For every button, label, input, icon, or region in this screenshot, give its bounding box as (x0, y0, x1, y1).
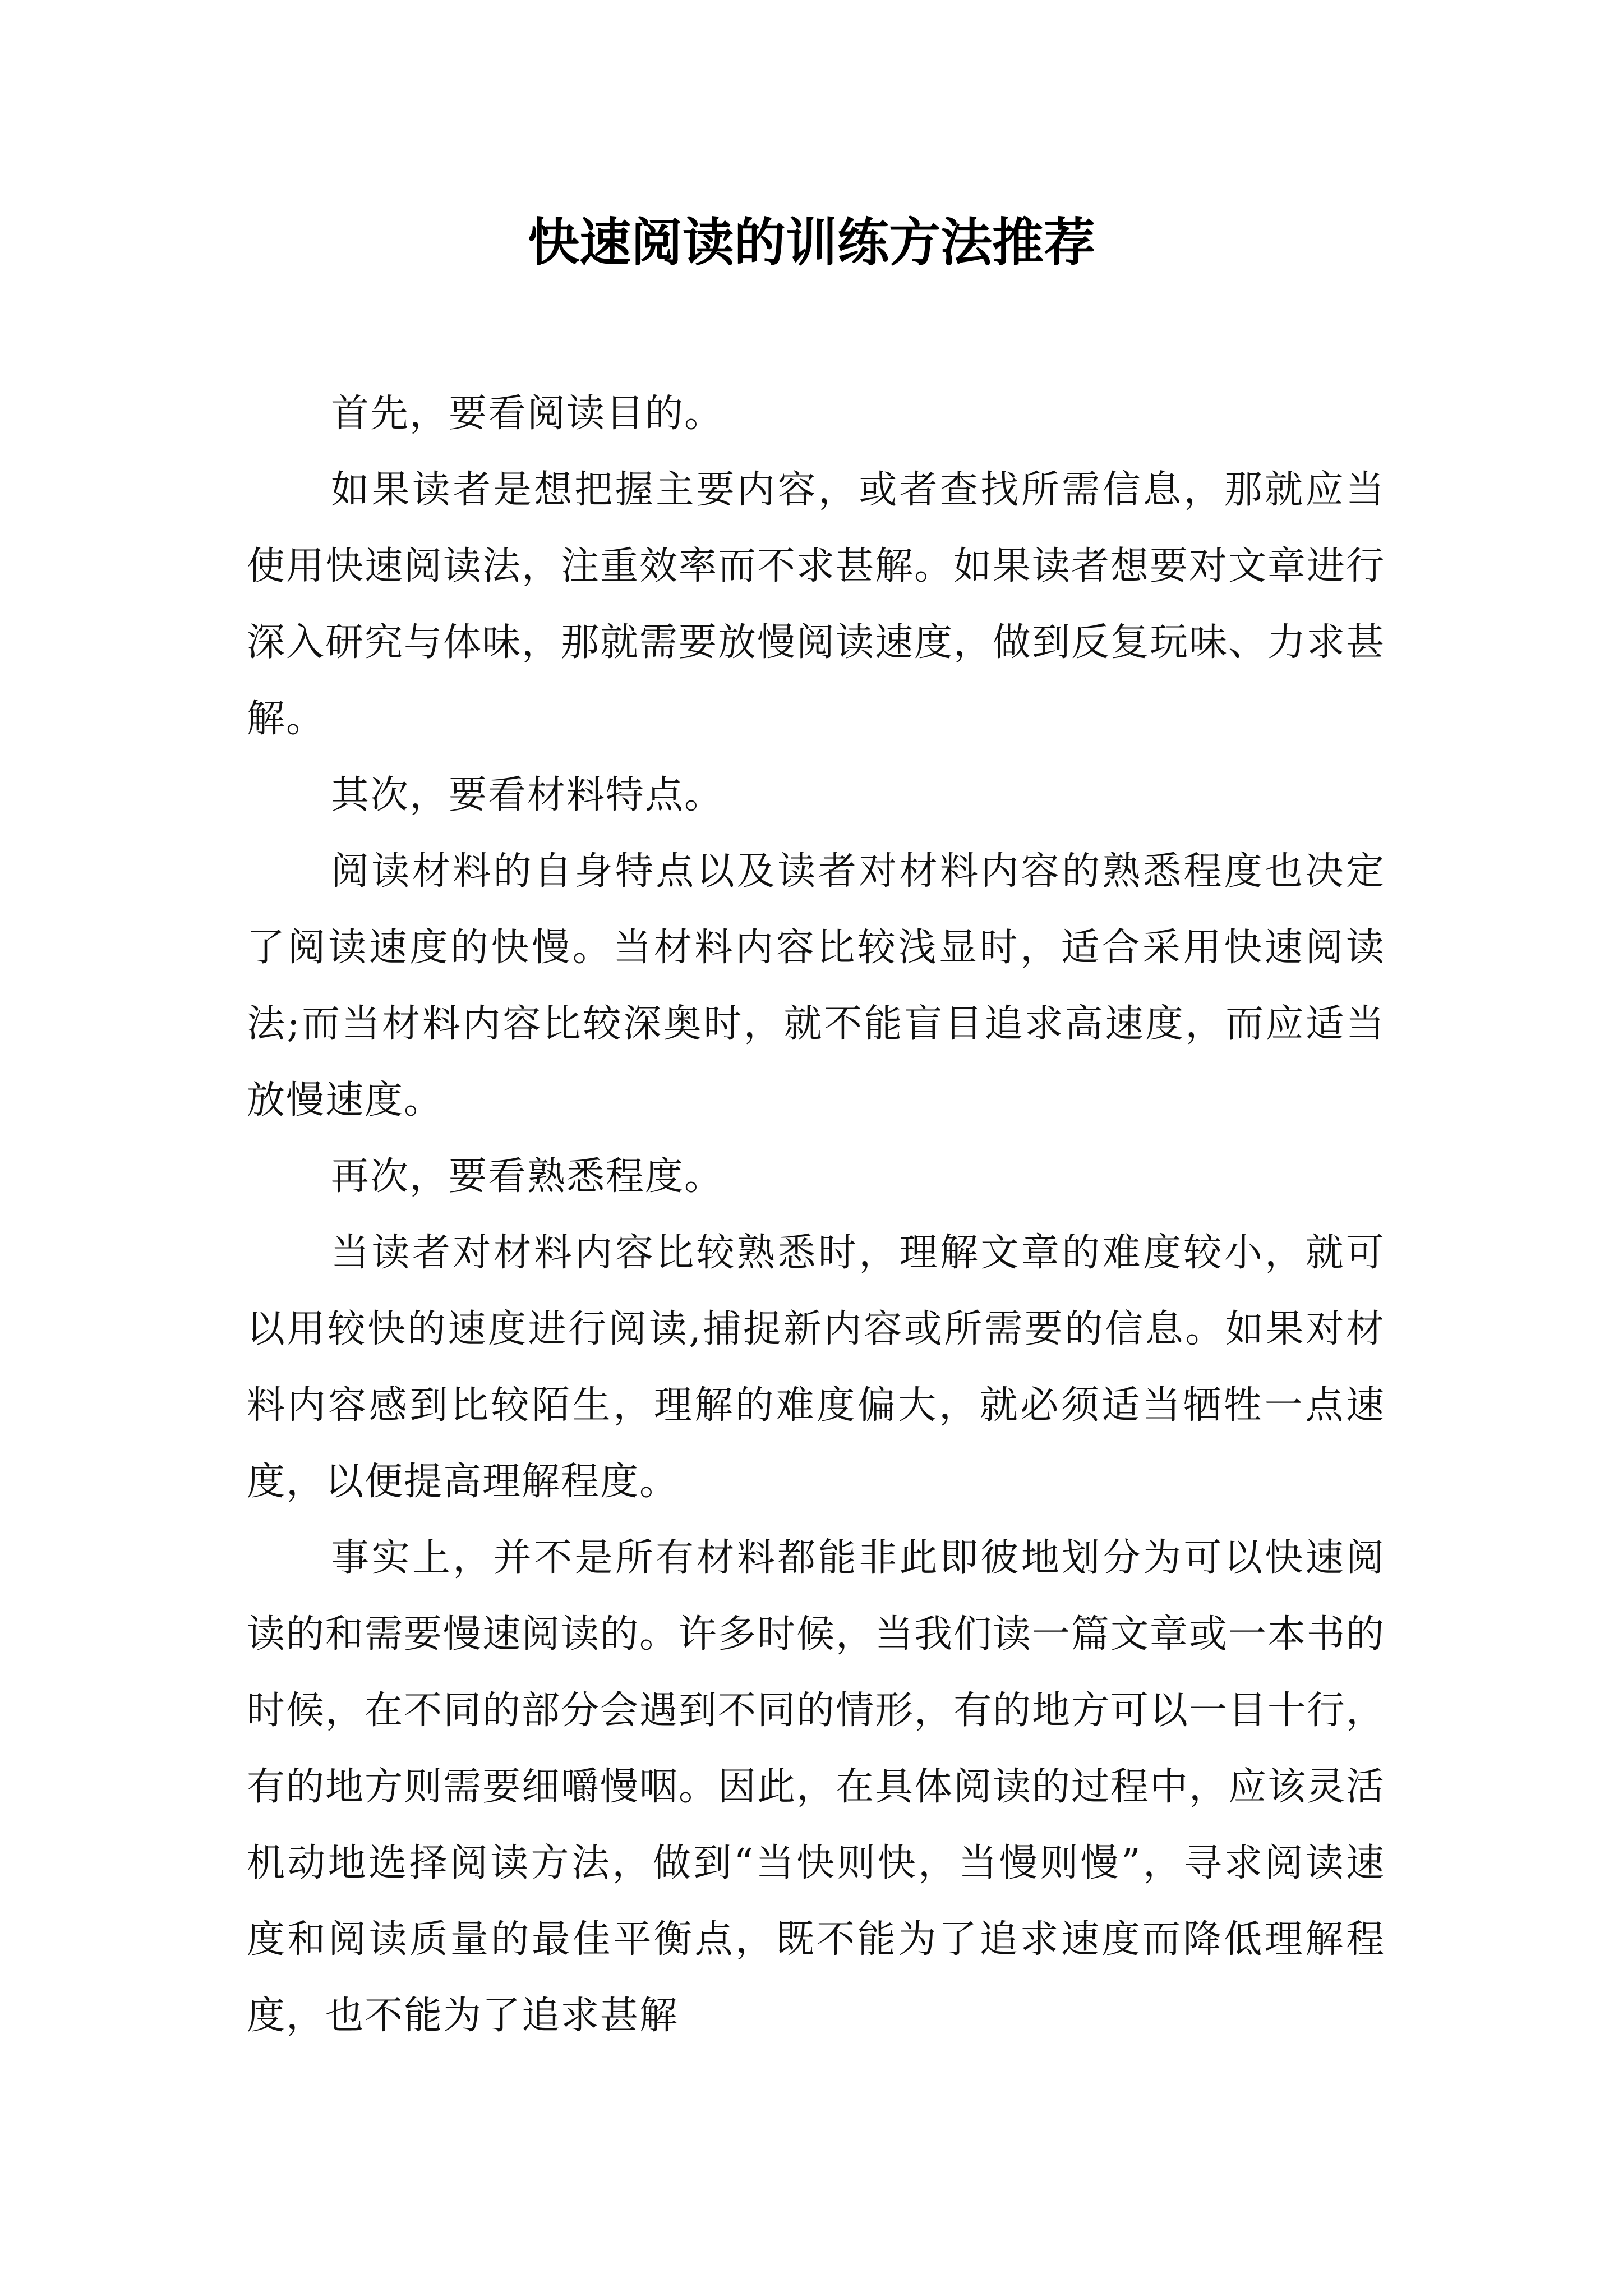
paragraph-2: 如果读者是想把握主要内容，或者查找所需信息，那就应当使用快速阅读法，注重效率而不求甚解。如果读者想要对文章进行深入研究与体味，那就需要放慢阅读速度，做到反复玩味、力求甚解。 (247, 468, 1386, 741)
paragraph-1: 首先，要看阅读目的。 (331, 392, 724, 436)
paragraph-5: 再次，要看熟悉程度。 (331, 1154, 724, 1199)
paragraph-6: 当读者对材料内容比较熟悉时，理解文章的难度较小，就可以用较快的速度进行阅读,捕捉新内容或所需要的信息。如果对材料内容感到比较陌生，理解的难度偏大，就必须适当牺牲一点速度，以便提高理解程度。 (247, 1231, 1385, 1504)
paragraph-7: 事实上，并不是所有材料都能非此即彼地划分为可以快速阅读的和需要慢速阅读的。许多时候，当我们读一篇文章或一本书的时候，在不同的部分会遇到不同的情形，有的地方可以一目十行，有的地方则需要细嚼慢咽。因此，在具体阅读的过程中，应该灵活机动地选择阅读方法，做到“当快则快，当慢则慢”，寻求阅读速度和阅读质量的最佳平衡点，既不能为了追求速度而降低理解程度，也不能为了追求甚解 (247, 1536, 1386, 2038)
document-body (247, 376, 1385, 2054)
paragraph-3: 其次，要看材料特点。 (331, 773, 724, 817)
paragraph-4: 阅读材料的自身特点以及读者对材料内容的熟悉程度也决定了阅读速度的快慢。当材料内容比较浅显时，适合采用快速阅读法;而当材料内容比较深奥时，就不能盲目追求高速度，而应适当放慢速度。 (247, 849, 1385, 1122)
document-title: 快速阅读的训练方法推荐 (527, 212, 1095, 273)
